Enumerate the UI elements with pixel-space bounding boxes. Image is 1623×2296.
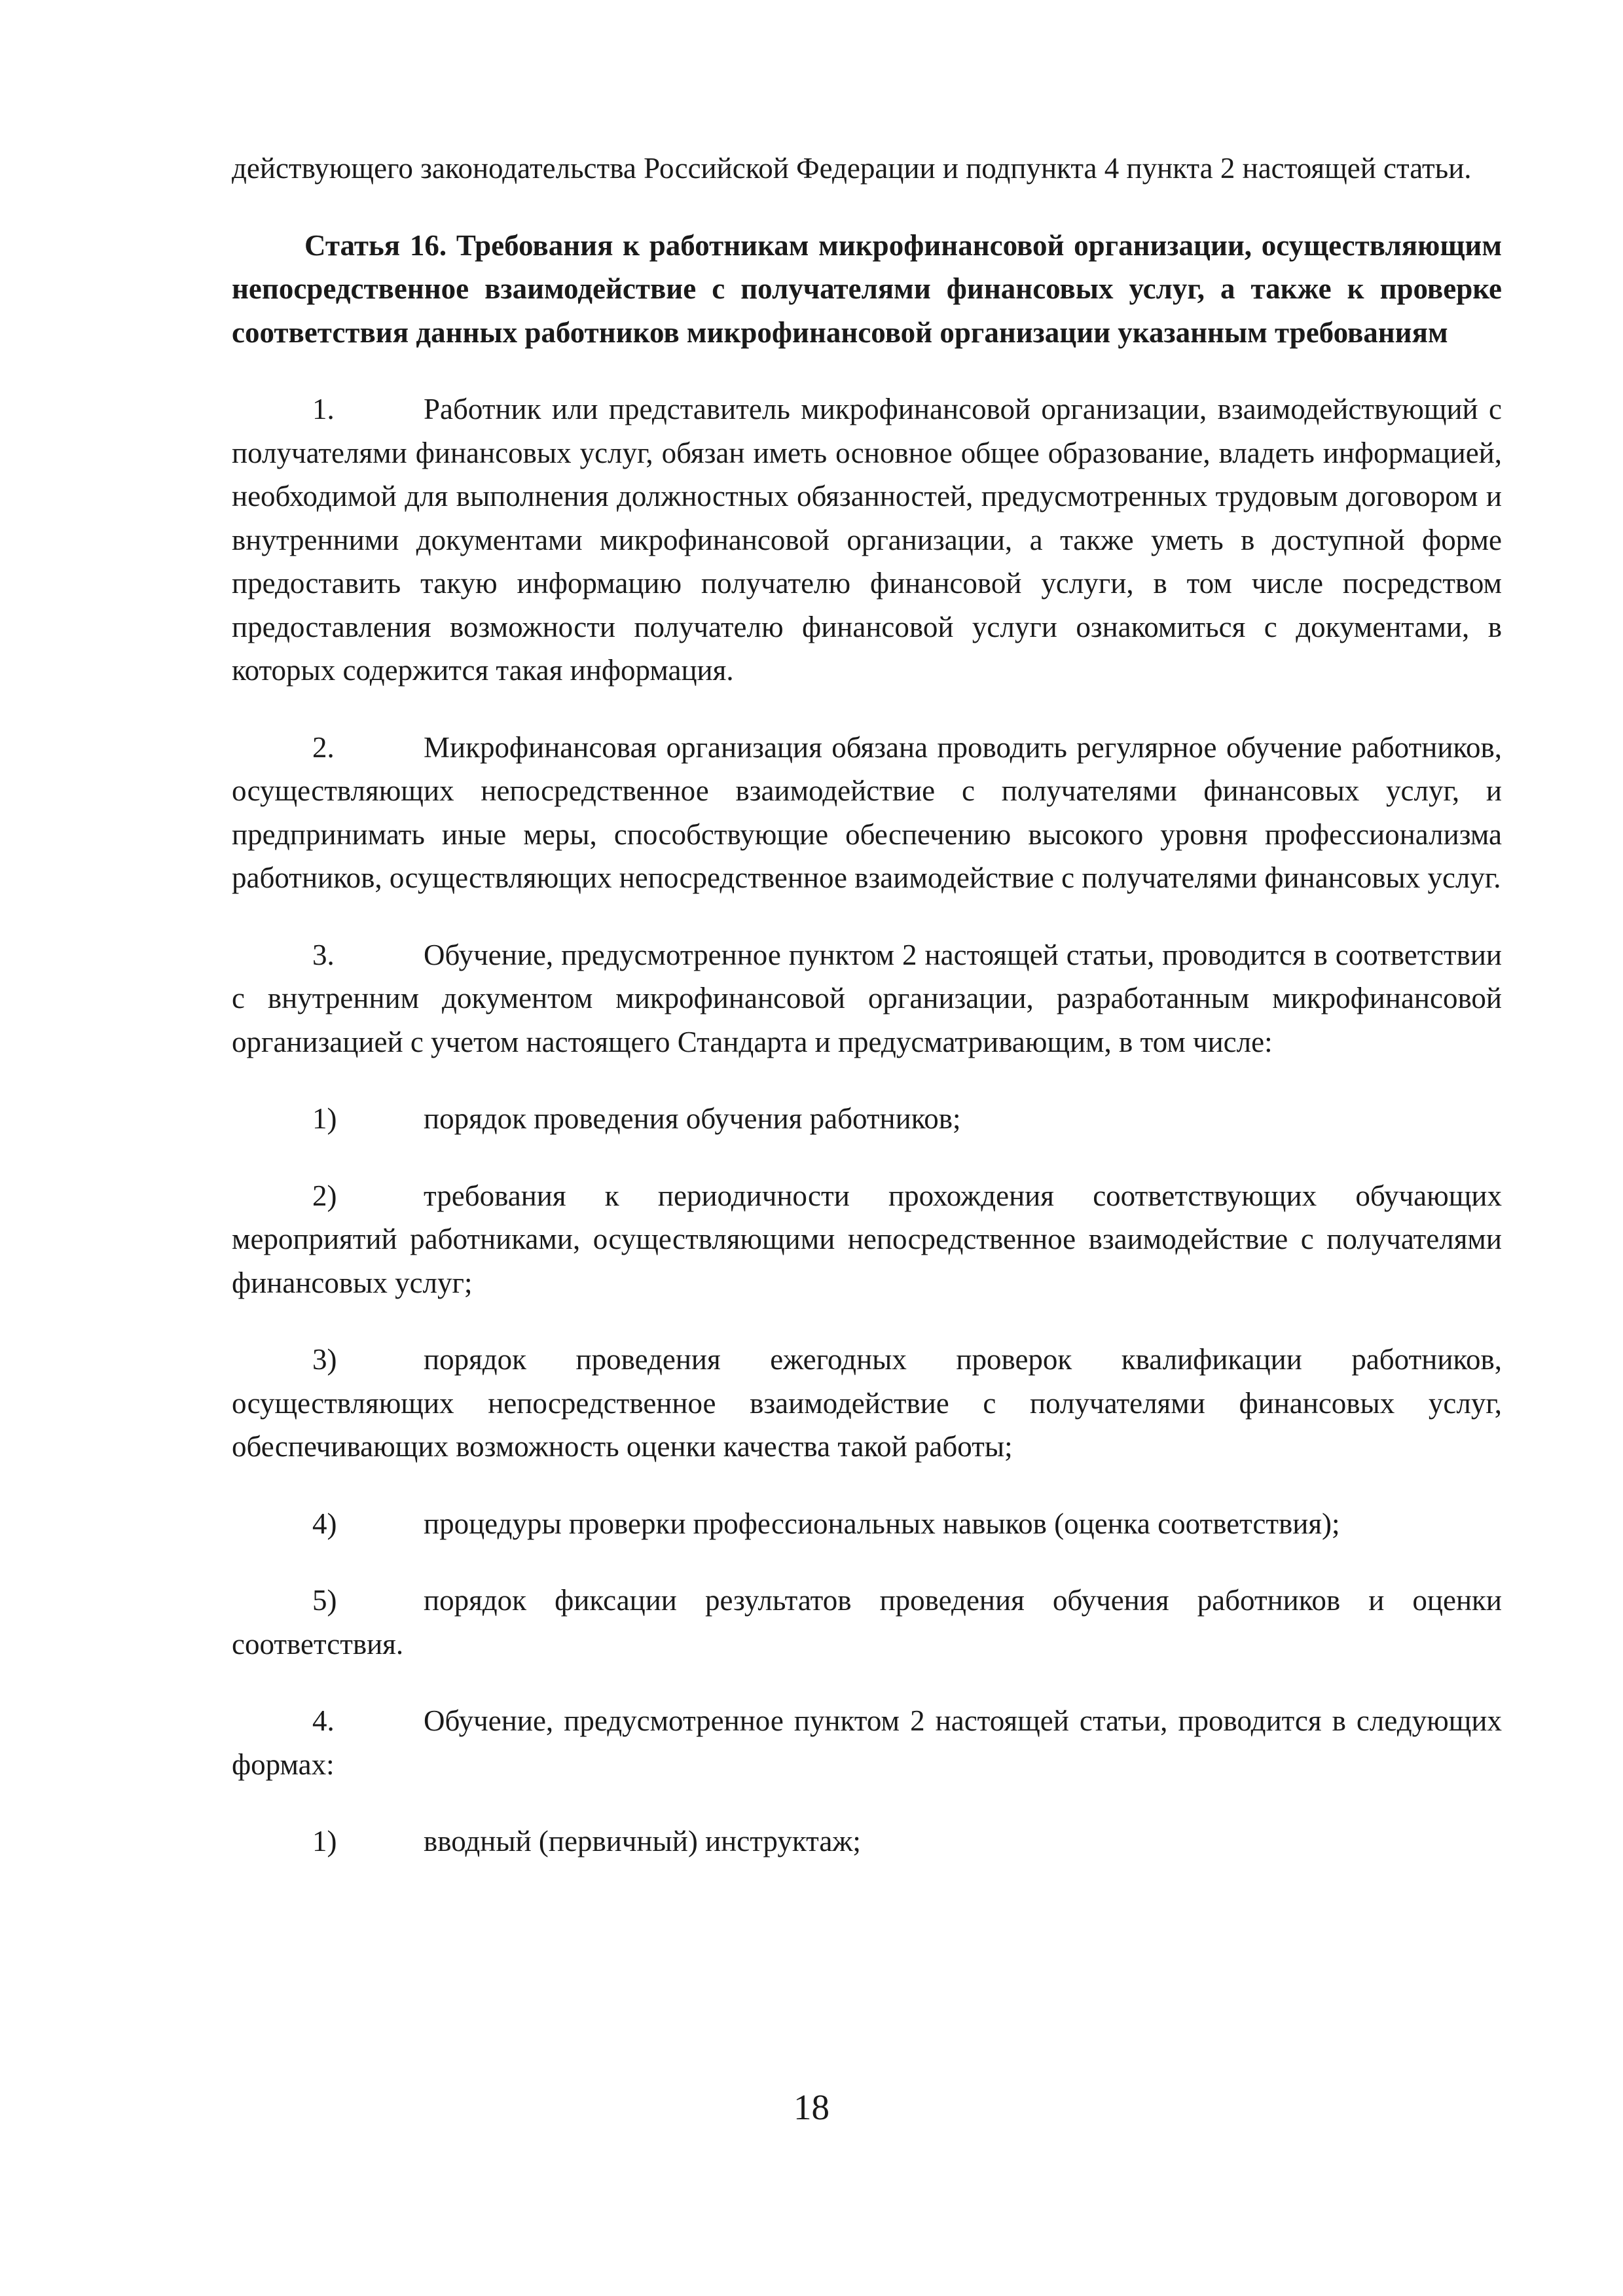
continuation-text: действующего законодательства Российской Федерации и подпункта 4 пункта 2 настоящей статьи. bbox=[232, 152, 1472, 185]
paragraph-item-3 bbox=[232, 933, 1502, 1064]
subitem-text: порядок фиксации результатов проведения обучения работников и оценки соответствия. bbox=[232, 1584, 1502, 1660]
article-heading: Статья 16. Требования к работникам микрофинансовой организации, осуществляющим непосредственное взаимодействие с получателями финансовых услуг, а также к проверке соответствия данных работников микрофинансовой организации указанным требованиям bbox=[232, 228, 1502, 349]
paragraph-number: 2. bbox=[312, 730, 335, 764]
paragraph-item-1 bbox=[232, 387, 1502, 692]
subitem-text: вводный (первичный) инструктаж; bbox=[424, 1825, 861, 1857]
subitem-number: 5) bbox=[312, 1584, 337, 1617]
subitem-3-4 bbox=[232, 1502, 1502, 1546]
paragraph-item-2 bbox=[232, 726, 1502, 900]
paragraph-text: Обучение, предусмотренное пунктом 2 настоящей статьи, проводится в соответствии с внутренним документом микрофинансовой организации, разработанным микрофинансовой организацией с учетом настоящего Стандарта и предусматривающим, в том числе: bbox=[232, 938, 1502, 1058]
subitem-3-1 bbox=[232, 1097, 1502, 1141]
subitem-number: 2) bbox=[312, 1179, 337, 1212]
paragraph-number: 3. bbox=[312, 938, 335, 971]
subitem-text: процедуры проверки профессиональных навыков (оценка соответствия); bbox=[424, 1507, 1340, 1540]
subitem-text: порядок проведения ежегодных проверок квалификации работников, осуществляющих непосредственное взаимодействие с получателями финансовых услуг, обеспечивающих возможность оценки качества такой работы; bbox=[232, 1343, 1502, 1463]
subitem-number: 1) bbox=[312, 1102, 337, 1135]
document-page bbox=[232, 147, 1502, 1863]
paragraph-number: 1. bbox=[312, 393, 335, 425]
paragraph-number: 4. bbox=[312, 1704, 335, 1737]
subitem-text: порядок проведения обучения работников; bbox=[424, 1102, 961, 1135]
subitem-3-3 bbox=[232, 1338, 1502, 1469]
subitem-text: требования к периодичности прохождения соответствующих обучающих мероприятий работниками, осуществляющими непосредственное взаимодействие с получателями финансовых услуг; bbox=[232, 1179, 1502, 1299]
paragraph-item-4 bbox=[232, 1699, 1502, 1786]
paragraph-text: Работник или представитель микрофинансовой организации, взаимодействующий с получателями финансовых услуг, обязан иметь основное общее образование, владеть информацией, необходимой для выполнения должностных обязанностей, предусмотренных трудовым договором и внутренними документами микрофинансовой организации, а также уметь в доступной форме предоставить такую информацию получателю финансовой услуги, в том числе посредством предоставления возможности получателю финансовой услуги ознакомиться с документами, в которых содержится такая информация. bbox=[232, 393, 1502, 687]
subitem-number: 3) bbox=[312, 1343, 337, 1376]
subitem-4-1 bbox=[232, 1820, 1502, 1863]
subitem-number: 4) bbox=[312, 1507, 337, 1540]
paragraph-text: Микрофинансовая организация обязана проводить регулярное обучение работников, осуществляющих непосредственное взаимодействие с получателями финансовых услуг, и предпринимать иные меры, способствующие обеспечению высокого уровня профессионализма работников, осуществляющих непосредственное взаимодействие с получателями финансовых услуг. bbox=[232, 730, 1502, 894]
paragraph-text: Обучение, предусмотренное пунктом 2 настоящей статьи, проводится в следующих формах: bbox=[232, 1704, 1502, 1781]
subitem-number: 1) bbox=[312, 1825, 337, 1857]
subitem-3-2 bbox=[232, 1174, 1502, 1305]
page-number: 18 bbox=[793, 2087, 830, 2127]
subitem-3-5 bbox=[232, 1579, 1502, 1666]
